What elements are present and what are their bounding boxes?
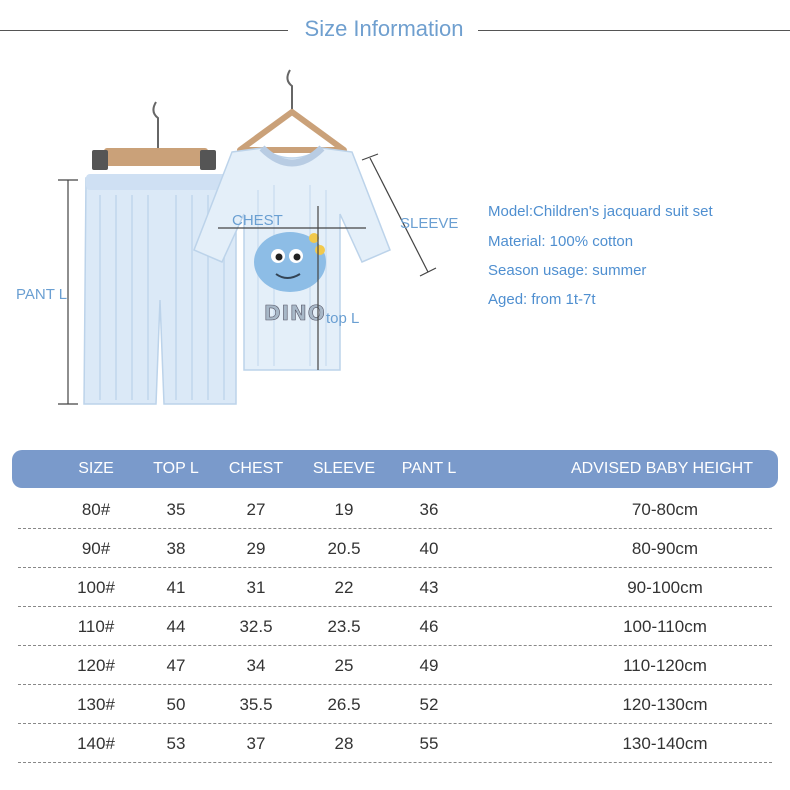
table-row	[0, 530, 790, 568]
table-row	[0, 569, 790, 607]
cell-pant-l: 40	[419, 539, 439, 558]
table-row	[0, 491, 790, 529]
cell-sleeve: 19	[334, 500, 354, 519]
header-advised-height: ADVISED BABY HEIGHT	[571, 460, 753, 477]
cell-top-l: 35	[166, 500, 186, 519]
cell-sleeve: 23.5	[327, 617, 361, 636]
cell-height: 130-140cm	[622, 734, 708, 753]
cell-sleeve: 26.5	[327, 695, 361, 714]
cell-top-l: 47	[166, 656, 186, 675]
cell-chest: 35.5	[239, 695, 273, 714]
spec-age: Aged: from 1t-7t	[488, 291, 596, 308]
table-row	[0, 725, 790, 763]
cell-pant-l: 52	[419, 695, 439, 714]
sleeve-label: SLEEVE	[400, 215, 459, 232]
cell-chest: 31	[246, 578, 266, 597]
dinosaur-print-icon	[254, 232, 326, 325]
row-divider	[18, 723, 772, 724]
header-top-l: TOP L	[153, 460, 199, 477]
pajama-set-illustration	[0, 60, 480, 420]
page-title: Size Information	[304, 16, 464, 41]
cell-top-l: 50	[166, 695, 186, 714]
cell-height: 90-100cm	[627, 578, 703, 597]
cell-sleeve: 22	[334, 578, 354, 597]
spec-material: Material: 100% cotton	[488, 233, 634, 250]
cell-top-l: 44	[166, 617, 186, 636]
pant-length-label: PANT L	[16, 286, 68, 303]
pants-hanger-icon	[92, 102, 216, 170]
cell-height: 110-120cm	[623, 656, 707, 675]
cell-pant-l: 55	[419, 734, 439, 753]
cell-chest: 29	[246, 539, 266, 558]
cell-pant-l: 49	[419, 656, 439, 675]
size-table-header	[12, 450, 778, 488]
cell-size: 100#	[77, 578, 115, 597]
print-text: DINO	[264, 301, 326, 325]
cell-sleeve: 25	[334, 656, 354, 675]
cell-chest: 32.5	[239, 617, 273, 636]
cell-height: 80-90cm	[631, 539, 699, 558]
cell-chest: 34	[246, 656, 266, 675]
cell-top-l: 53	[166, 734, 186, 753]
cell-pant-l: 36	[419, 500, 439, 519]
cell-pant-l: 46	[419, 617, 439, 636]
cell-sleeve: 28	[334, 734, 354, 753]
cell-height: 70-80cm	[631, 500, 699, 519]
cell-chest: 37	[246, 734, 266, 753]
cell-size: 140#	[77, 734, 115, 753]
row-divider	[18, 567, 772, 568]
spec-model: Model:Children's jacquard suit set	[488, 203, 713, 220]
cell-size: 130#	[77, 695, 115, 714]
cell-top-l: 41	[166, 578, 186, 597]
cell-pant-l: 43	[419, 578, 439, 597]
title-divider-right	[478, 30, 790, 31]
cell-top-l: 38	[166, 539, 186, 558]
top-length-label: top L	[326, 310, 360, 327]
cell-size: 90#	[81, 539, 111, 558]
cell-size: 120#	[77, 656, 115, 675]
table-row	[0, 686, 790, 724]
title-divider-left	[0, 30, 288, 31]
header-chest: CHEST	[228, 460, 284, 477]
cell-size: 80#	[81, 500, 111, 519]
shirt-hanger-icon	[240, 70, 344, 150]
cell-height: 100-110cm	[623, 617, 707, 636]
cell-chest: 27	[246, 500, 266, 519]
table-row	[0, 608, 790, 646]
table-row	[0, 647, 790, 685]
chest-label: CHEST	[232, 212, 283, 229]
header-sleeve: SLEEVE	[312, 460, 376, 477]
cell-size: 110#	[77, 617, 115, 636]
row-divider	[18, 684, 772, 685]
header-pant-l: PANT L	[401, 460, 457, 477]
row-divider	[18, 606, 772, 607]
header-size: SIZE	[78, 460, 114, 477]
page-title-bar	[0, 14, 790, 46]
row-divider	[18, 645, 772, 646]
cell-height: 120-130cm	[622, 695, 708, 714]
row-divider	[18, 762, 772, 763]
row-divider	[18, 528, 772, 529]
spec-season: Season usage: summer	[488, 262, 647, 279]
cell-sleeve: 20.5	[327, 539, 361, 558]
